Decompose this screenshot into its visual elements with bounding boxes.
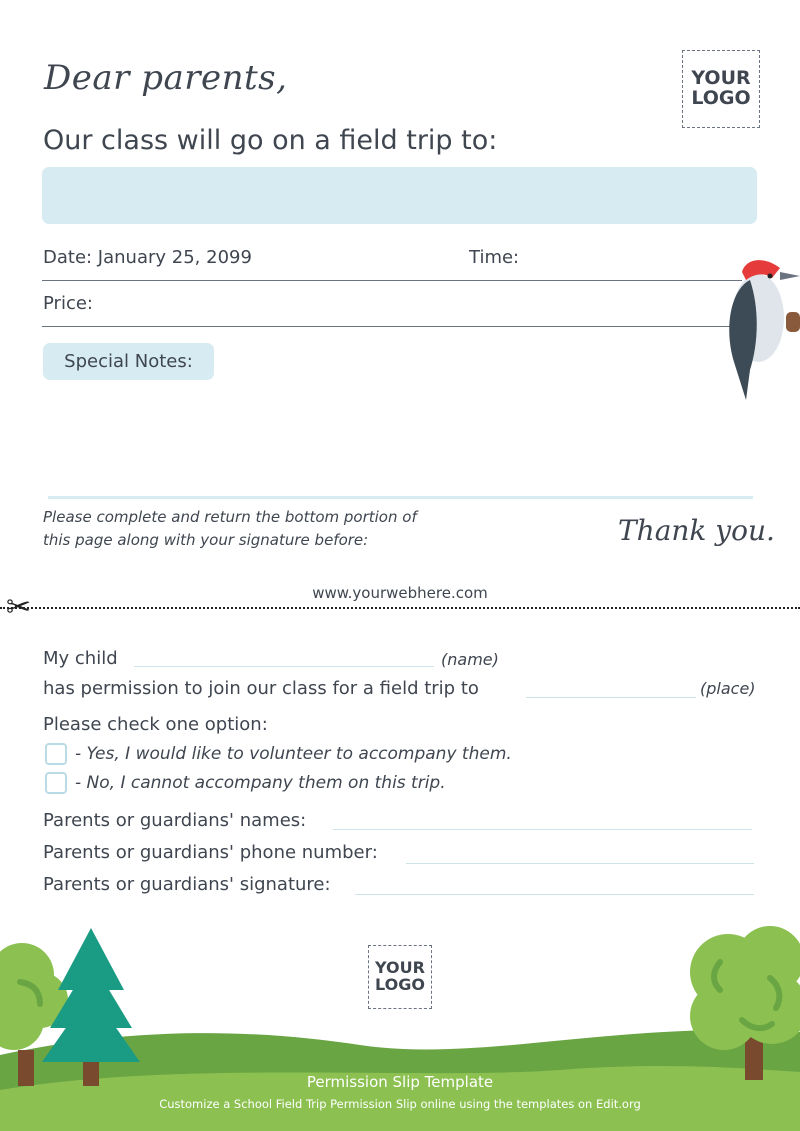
logo-placeholder-bottom[interactable] bbox=[368, 945, 432, 1009]
return-instructions bbox=[43, 506, 417, 551]
logo-line2: LOGO bbox=[375, 975, 425, 994]
logo-placeholder-top[interactable] bbox=[682, 50, 760, 128]
price-label: Price: bbox=[43, 293, 93, 314]
date-label: Date: January 25, 2099 bbox=[43, 247, 252, 268]
website-url: www.yourwebhere.com bbox=[312, 584, 488, 602]
guardian-signature-field[interactable] bbox=[355, 894, 754, 895]
place-field[interactable] bbox=[526, 697, 696, 698]
scissors-icon: ✂ bbox=[6, 590, 32, 625]
place-hint: (place) bbox=[700, 679, 756, 698]
instructions-line1: Please complete and return the bottom portion of bbox=[43, 508, 417, 526]
name-hint: (name) bbox=[441, 650, 499, 669]
permission-text: has permission to join our class for a field trip to bbox=[43, 678, 479, 699]
special-notes-label: Special Notes: bbox=[43, 343, 214, 380]
option-no-label: - No, I cannot accompany them on this trip. bbox=[75, 773, 446, 793]
page-title: Our class will go on a field trip to: bbox=[43, 125, 498, 156]
child-name-field[interactable] bbox=[134, 666, 434, 667]
guardian-signature-label: Parents or guardians' signature: bbox=[43, 874, 331, 895]
guardian-phone-label: Parents or guardians' phone number: bbox=[43, 842, 378, 863]
volunteer-no-checkbox[interactable] bbox=[45, 772, 67, 794]
cut-line bbox=[0, 607, 800, 609]
section-divider bbox=[48, 496, 753, 499]
price-line bbox=[42, 326, 742, 327]
footer-subtitle: Customize a School Field Trip Permission Slip online using the templates on Edit.org bbox=[159, 1097, 641, 1111]
logo-line1: YOUR bbox=[691, 67, 751, 90]
logo-line1: YOUR bbox=[375, 958, 425, 978]
child-prefix: My child bbox=[43, 648, 118, 669]
thank-you-text: Thank you. bbox=[618, 514, 775, 547]
time-label: Time: bbox=[469, 247, 520, 268]
footer-title: Permission Slip Template bbox=[306, 1073, 494, 1091]
destination-field[interactable] bbox=[42, 167, 757, 224]
woodpecker-illustration bbox=[720, 250, 800, 410]
option-yes-label: - Yes, I would like to volunteer to accompany them. bbox=[75, 744, 512, 764]
guardian-names-field[interactable] bbox=[333, 829, 752, 830]
volunteer-yes-checkbox[interactable] bbox=[45, 743, 67, 765]
greeting: Dear parents, bbox=[44, 58, 288, 98]
guardian-names-label: Parents or guardians' names: bbox=[43, 810, 307, 831]
instructions-line2: this page along with your signature before: bbox=[43, 530, 369, 549]
guardian-phone-field[interactable] bbox=[406, 863, 754, 864]
check-prompt: Please check one option: bbox=[43, 714, 268, 735]
date-time-line bbox=[42, 280, 742, 281]
logo-line2: LOGO bbox=[691, 87, 751, 109]
